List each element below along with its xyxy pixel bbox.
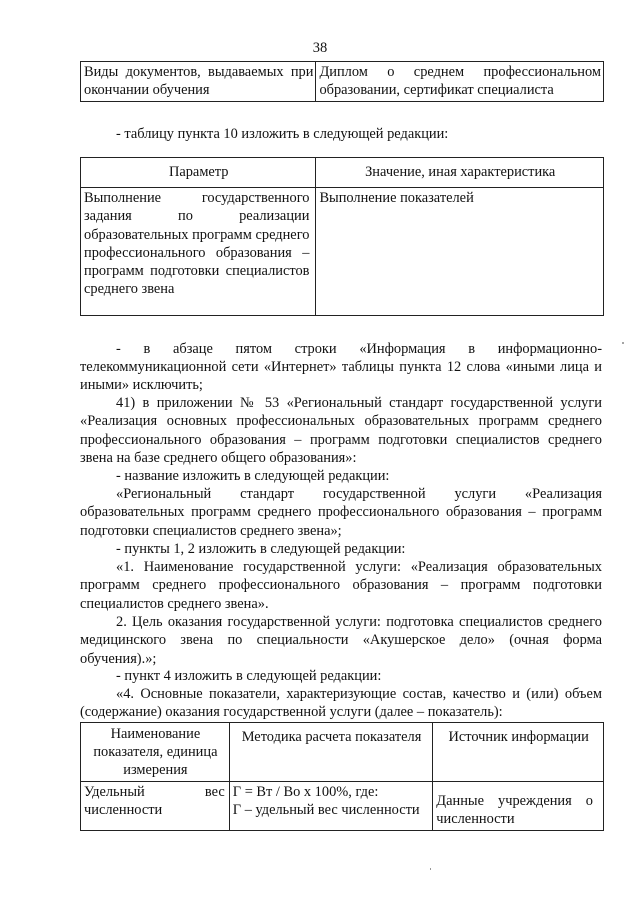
paragraph-2: 41) в приложении № 53 «Региональный стандарт государственной услуги «Реализация основных профессиональных образовательных программ среднего профессионального образования – программ подготовки специалистов среднего звена на базе среднего общего образования»: <box>80 395 602 466</box>
parameter-cell: Выполнение государственного задания по реализации образовательных программ среднего профессионального образования – программ подготовки специалистов среднего звена <box>81 188 316 316</box>
header-method: Методика расчета показателя <box>229 723 433 782</box>
header-source: Источник информации <box>433 723 604 782</box>
paragraph-4: «Региональный стандарт государственной услуги «Реализация образовательных программ среднего профессионального образования – программ подготовки специалистов среднего звена»; <box>80 486 602 539</box>
indicator-name-cell: Удельный вес численности <box>81 782 230 831</box>
scan-speck <box>430 868 431 870</box>
paragraph-7: 2. Цель оказания государственной услуги: подготовка специалистов среднего медицинского звена по специальности «Акушерское дело» (очная форма обучения).»; <box>80 614 602 667</box>
paragraph-1-rest: телекоммуникационной сети «Интернет» таблицы пункта 12 слова «иными лица и иными» исключить; <box>80 359 602 394</box>
table-row <box>81 188 604 316</box>
paragraph-1-first-line: - в абзаце пятом строки «Информация в информационно- <box>116 341 602 357</box>
paragraph-5: - пункты 1, 2 изложить в следующей редакции: <box>116 541 406 557</box>
paragraph-9: «4. Основные показатели, характеризующие состав, качество и (или) объем (содержание) оказания государственной услуги (далее – показатель): <box>80 686 602 721</box>
method-cell <box>229 782 433 831</box>
table-row <box>81 62 604 102</box>
paragraph-6: «1. Наименование государственной услуги: «Реализация образовательных программ среднего профессионального образования – программ подготовки специалистов среднего звена». <box>80 559 602 612</box>
header-indicator-name: Наименование показателя, единица измерения <box>81 723 230 782</box>
header-parameter: Параметр <box>81 158 316 188</box>
page-number: 38 <box>312 40 328 56</box>
documents-value-cell: Диплом о среднем профессиональном образовании, сертификат специалиста <box>316 62 604 102</box>
table-header-row <box>81 723 604 782</box>
source-cell: Данные учреждения о численности <box>433 782 604 831</box>
indicators-table <box>80 722 604 831</box>
value-cell: Выполнение показателей <box>316 188 604 316</box>
method-definition: Г – удельный вес численности <box>232 802 420 819</box>
header-value: Значение, иная характеристика <box>316 158 604 188</box>
paragraph-8: - пункт 4 изложить в следующей редакции: <box>116 668 382 684</box>
table-header-row <box>81 158 604 188</box>
paragraph-3: - название изложить в следующей редакции: <box>116 468 390 484</box>
parameter-table <box>80 157 604 316</box>
scan-speck <box>622 342 624 344</box>
method-formula: Г = Вт / Во х 100%, где: <box>232 784 379 800</box>
paragraph-intro: - таблицу пункта 10 изложить в следующей редакции: <box>116 126 449 142</box>
documents-table <box>80 61 604 102</box>
documents-label-cell: Виды документов, выдаваемых при окончании обучения <box>81 62 316 102</box>
table-row <box>81 782 604 831</box>
